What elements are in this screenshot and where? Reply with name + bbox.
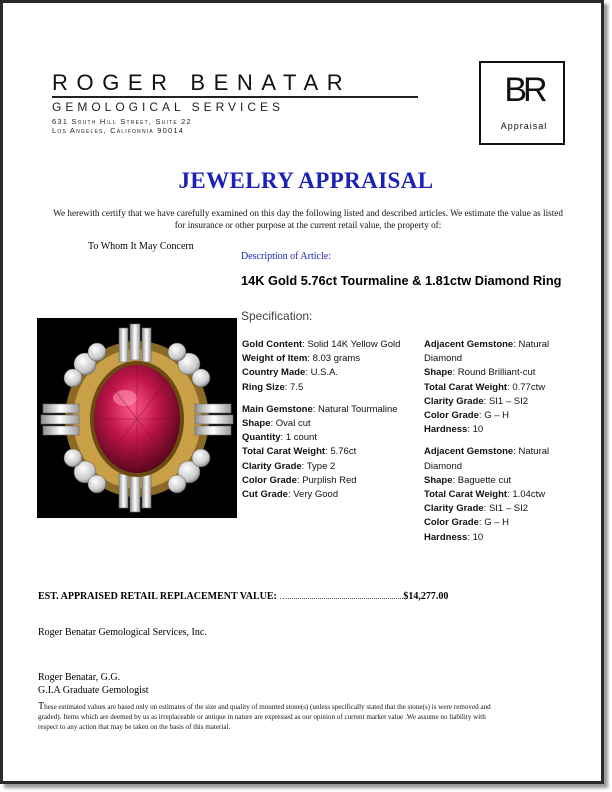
estimated-value [38, 591, 448, 602]
spec-adj1-carat: Total Carat Weight: 0.77ctw [424, 381, 546, 393]
spec-adj2-shape: Shape: Baguette cut [424, 474, 512, 486]
estimate-leader: ….......................................................... [279, 592, 404, 601]
certification-text: We herewith certify that we have carefully examined on this day the following listed and described articles. We estimate the value as listed for insurance or other purpose at the current retail value, the property of: [53, 208, 563, 230]
brand-name: ROGER BENATAR [52, 70, 352, 95]
spec-quantity: Quantity: 1 count [242, 432, 317, 444]
spec-adjacent-gemstone-2-type: Diamond [424, 460, 463, 472]
spec-adj2-color: Color Grade: G – H [424, 517, 509, 529]
spec-total-carat: Total Carat Weight: 5.76ct [242, 446, 357, 458]
disclaimer [38, 702, 498, 732]
spec-adj2-clarity: Clarity Grade: SI1 – SI2 [424, 503, 529, 515]
logo-monogram: BR [504, 71, 544, 109]
item-title: 14K Gold 5.76ct Tourmaline & 1.81ctw Diamond Ring [241, 273, 562, 288]
spec-adjacent-gemstone-1-type: Diamond [424, 353, 463, 365]
spec-adj2-carat: Total Carat Weight: 1.04ctw [424, 489, 546, 501]
recipient: To Whom It May Concern [88, 241, 194, 252]
specification-label: Specification: [241, 309, 313, 323]
disclaimer-initial: T [38, 701, 45, 712]
estimate-value: $14,277.00 [403, 591, 449, 602]
appraisal-logo [479, 61, 565, 145]
specs-left-column [242, 338, 424, 502]
logo-caption: Appraisal [500, 121, 548, 131]
spec-color: Color Grade: Purplish Red [242, 474, 357, 486]
spec-cut: Cut Grade: Very Good [242, 489, 339, 501]
spec-adj1-shape: Shape: Round Brilliant-cut [424, 367, 536, 379]
ring-illustration [37, 318, 237, 518]
specs-right-column [424, 338, 574, 545]
spec-adj2-hardness: Hardness: 10 [424, 531, 484, 543]
spec-gold-content: Gold Content: Solid 14K Yellow Gold [242, 339, 401, 350]
spec-clarity: Clarity Grade: Type 2 [242, 460, 336, 472]
spec-adj1-hardness: Hardness: 10 [424, 424, 484, 436]
spec-ring-size: Ring Size: 7.5 [242, 381, 304, 393]
spec-adjacent-gemstone-2: Adjacent Gemstone: Natural [424, 446, 550, 458]
spec-country: Country Made: U.S.A. [242, 367, 339, 379]
address-line-1: 631 South Hill Street, Suite 22 [52, 117, 192, 126]
signatory-credential: G.I.A Graduate Gemologist [38, 685, 149, 696]
company-name: Roger Benatar Gemological Services, Inc. [38, 627, 207, 638]
brand-subtitle: GEMOLOGICAL SERVICES [52, 100, 285, 114]
description-label: Description of Article: [241, 251, 331, 262]
spec-weight: Weight of Item: 8.03 grams [242, 353, 361, 365]
ring-photo [37, 318, 237, 518]
address-line-2: Los Angeles, California 90014 [52, 126, 185, 135]
spec-shape: Shape: Oval cut [242, 418, 311, 430]
brand-underline [52, 96, 418, 98]
spec-adj1-color: Color Grade: G – H [424, 410, 509, 422]
signatory-name: Roger Benatar, G.G. [38, 672, 121, 683]
document-title: JEWELRY APPRAISAL [178, 168, 434, 193]
disclaimer-text: hese estimated values are based only on estimates of the size and quality of mounted stone(s) (unless specifically stated that the stone(s) is were removed and graded). Items which are deemed by us as irreplaceable or antique in nature are expressed as our opinion of current market value .We assume no liability with respect to any action that may be taken on the basis of this material. [38, 703, 491, 731]
spec-main-gemstone: Main Gemstone: Natural Tourmaline [242, 403, 398, 415]
estimate-label: EST. APPRAISED RETAIL REPLACEMENT VALUE: [38, 591, 277, 602]
spec-adj1-clarity: Clarity Grade: SI1 – SI2 [424, 395, 529, 407]
spec-adjacent-gemstone-1: Adjacent Gemstone: Natural [424, 339, 550, 350]
